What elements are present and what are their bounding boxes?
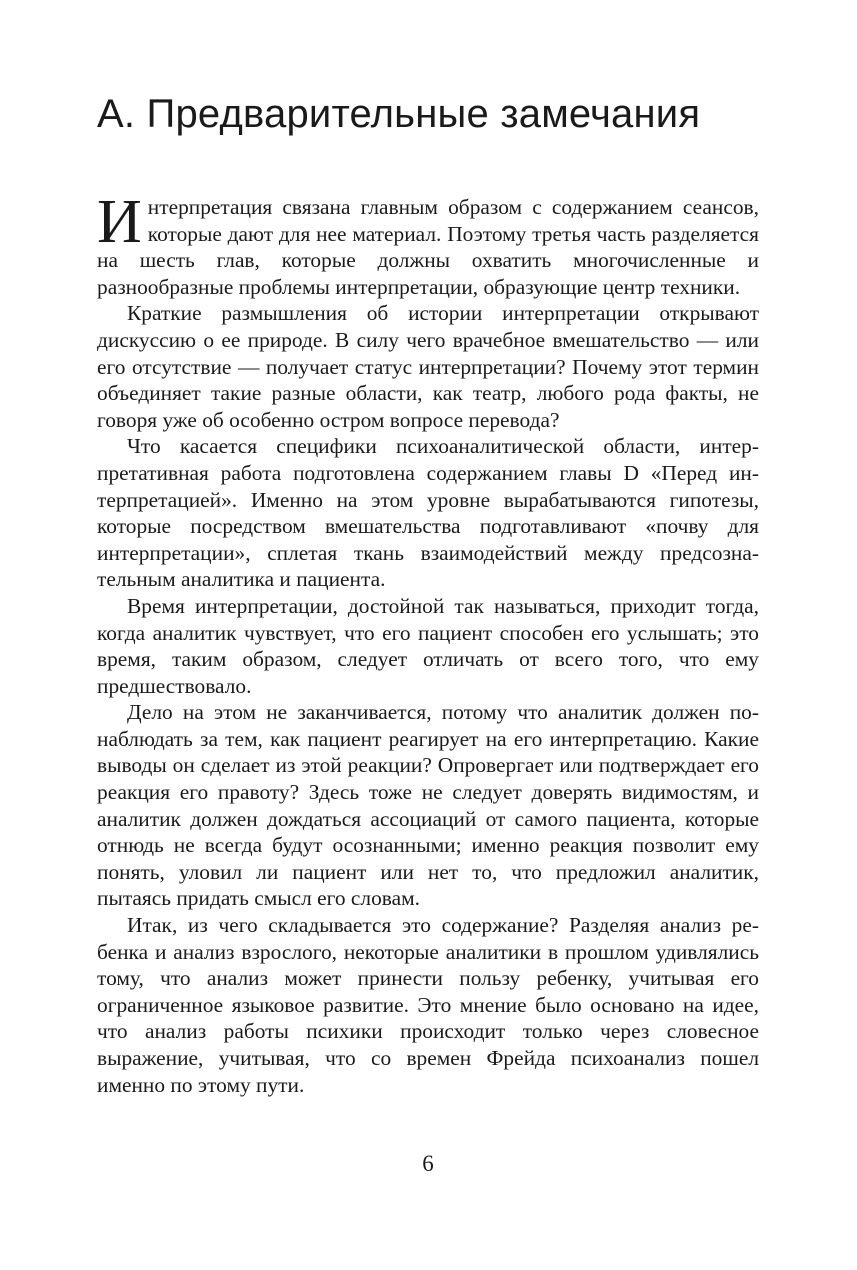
- paragraph-6: Итак, из чего складывается это содержание? Разделяя анализ ребенка и анализ взрослого, некоторые аналитики в прошлом удивлялись тому, что анализ может принести пользу ребенку, учитывая его ограниченное языковое развитие. Это мнение было основано на идее, что анализ работы психики происходит только через словесное выражение, учитывая, что со времен Фрейда психоанализ пошел именно по этому пути.: [97, 913, 759, 1097]
- paragraph-5: Дело на этом не заканчивается, потому что аналитик должен понаблюдать за тем, как пациент реагирует на его интерпретацию. Какие выводы он сделает из этой реакции? Опровергает или подтверждает его реакция его правоту? Здесь тоже не следует доверять видимостям, и аналитик должен дождаться ассоциаций от самого пациента, которые отнюдь не всегда будут осознанными; именно реакция позволит ему понять, уловил ли пациент или нет то, что предложил аналитик, пытаясь придать смысл его словам.: [97, 700, 759, 911]
- drop-cap: И: [97, 188, 142, 256]
- paragraph-3: Что касается специфики психоаналитической области, интерпретативная работа подготовлена содержанием главы D «Перед интерпретацией». Именно на этом уровне вырабатываются гипотезы, которые посредством вмешательства подготавливают «почву для интерпретации», сплетая ткань взаимодействий между предсознательным аналитика и пациента.: [97, 434, 759, 592]
- body-text: [97, 188, 759, 1098]
- paragraph-2: Краткие размышления об истории интерпретации открывают дискуссию о ее природе. В силу чего врачебное вмешательство — или его отсутствие — получает статус интерпретации? Почему этот термин объединяет такие разные области, как театр, любого рода факты, не говоря уже об особенно остром вопросе перевода?: [97, 301, 759, 432]
- paragraph-1: [97, 188, 759, 300]
- paragraph-4: Время интерпретации, достойной так называться, приходит тогда, когда аналитик чувствует, что его пациент способен его услышать; это время, таким образом, следует отличать от всего того, что ему предшествовало.: [97, 593, 759, 698]
- page-number: 6: [422, 1151, 434, 1176]
- paragraph-1-text: нтерпретация связана главным образом с содержанием сеансов, которые дают для нее материал. Поэтому третья часть разделяется на шесть глав, которые должны охватить многочисленные и разнообразные проблемы интерпретации, образующие центр техники.: [97, 195, 759, 299]
- book-page: [97, 0, 759, 1270]
- section-heading: А. Предварительные замечания: [97, 92, 701, 136]
